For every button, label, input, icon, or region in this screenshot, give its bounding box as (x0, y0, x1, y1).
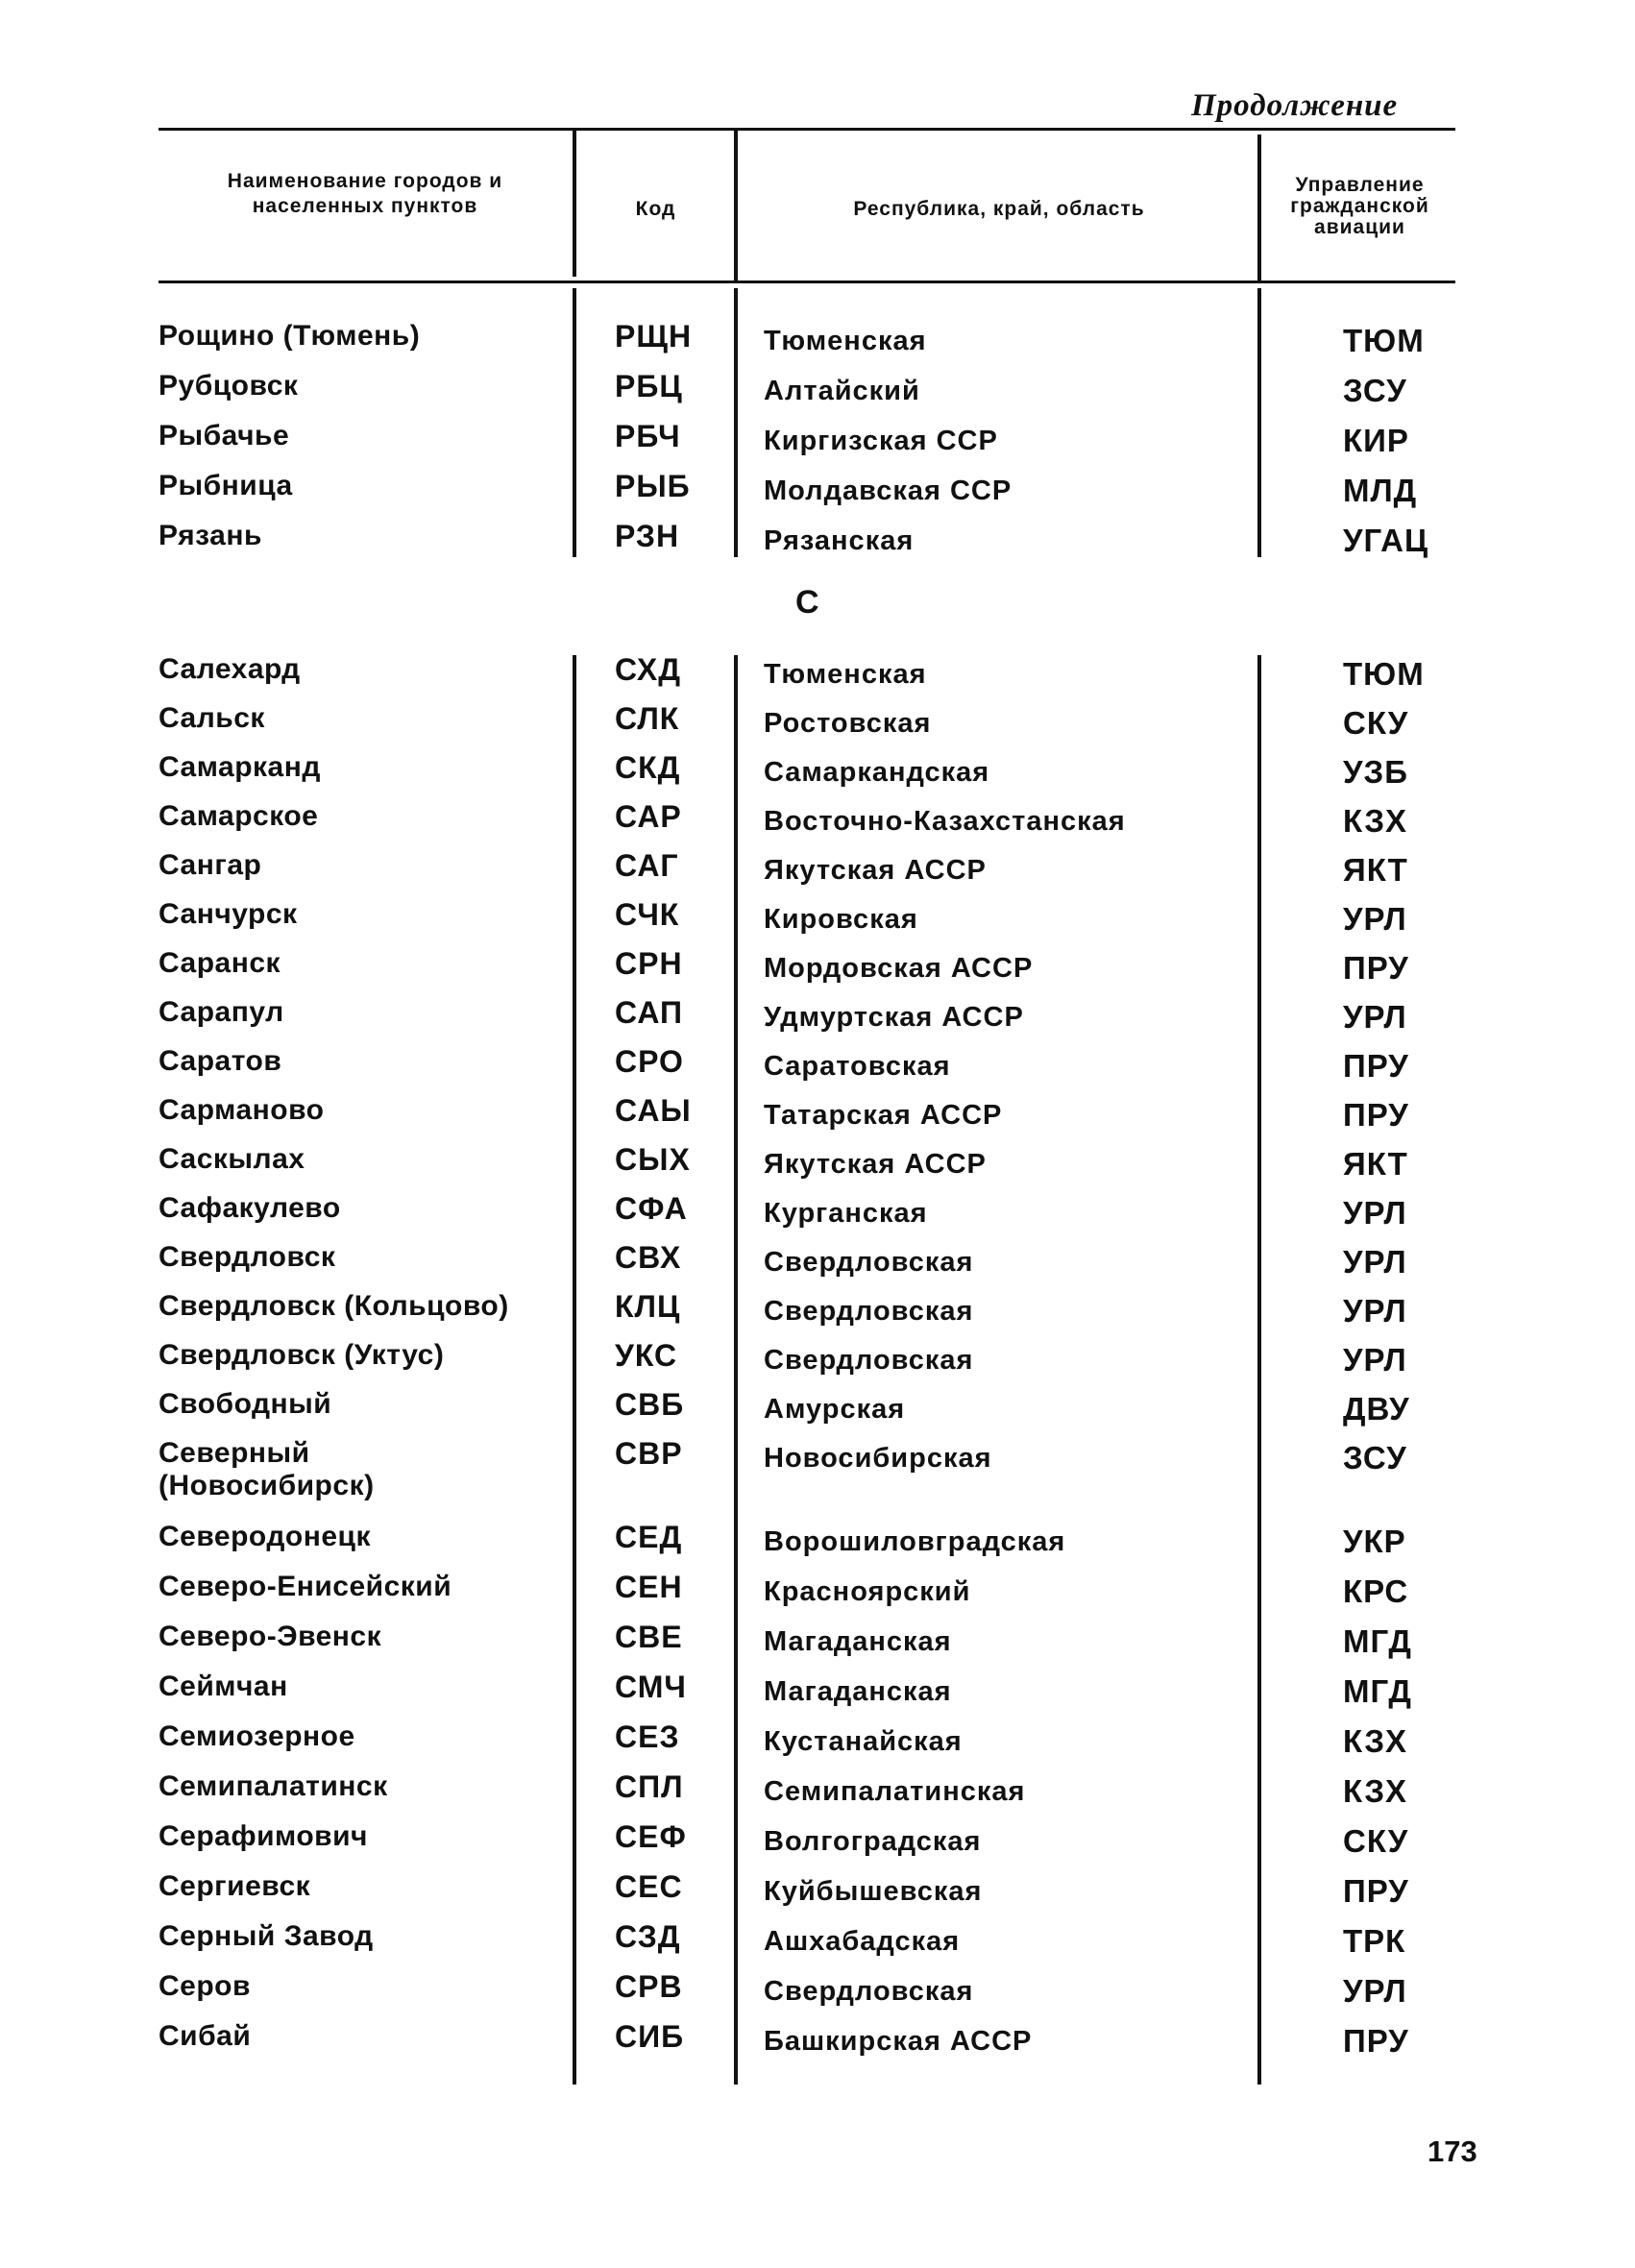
body-separator-b3 (1257, 655, 1261, 2085)
row-authority: УРЛ (1343, 1195, 1407, 1231)
row-authority: УЗБ (1343, 754, 1408, 790)
row-code: СФА (615, 1191, 688, 1226)
row-code: РЗН (615, 519, 680, 553)
header-separator-2 (734, 131, 738, 280)
body-separator-a2 (734, 288, 738, 557)
row-code: СРВ (615, 1969, 683, 2004)
row-name: Северо-Енисейский (159, 1571, 452, 1602)
row-region: Башкирская АССР (764, 2026, 1033, 2057)
row-name: Самарское (159, 800, 319, 832)
header-authority: Управление гражданской авиации (1290, 174, 1429, 238)
row-code: СЕС (615, 1869, 683, 1904)
row-name: Сафакулево (159, 1192, 341, 1224)
row-name: Саскылах (159, 1143, 305, 1175)
row-name: Саратов (159, 1045, 282, 1077)
row-code: РБЦ (615, 369, 683, 403)
row-name: Семипалатинск (159, 1770, 388, 1802)
row-code: СЕД (615, 1520, 683, 1554)
body-separator-a3 (1257, 288, 1261, 557)
row-region: Свердловская (764, 1247, 974, 1278)
row-region: Семипалатинская (764, 1776, 1026, 1807)
row-region: Кировская (764, 904, 918, 935)
row-authority: ТЮМ (1343, 656, 1425, 692)
row-code: СРН (615, 946, 683, 981)
row-name: Семиозерное (159, 1720, 355, 1752)
row-region: Амурская (764, 1394, 906, 1425)
row-region: Новосибирская (764, 1443, 992, 1474)
row-region: Куйбышевская (764, 1876, 983, 1907)
row-authority: ПРУ (1343, 950, 1409, 986)
body-separator-b2 (734, 655, 738, 2085)
row-authority: КЗХ (1343, 1723, 1408, 1759)
row-code: РБЧ (615, 419, 681, 453)
row-authority: МГД (1343, 1623, 1412, 1659)
row-code: САЫ (615, 1093, 692, 1128)
row-code: СВБ (615, 1387, 685, 1422)
row-region: Свердловская (764, 1296, 974, 1327)
row-code: СРО (615, 1044, 684, 1079)
row-region: Восточно-Казахстанская (764, 806, 1126, 837)
row-code: СМЧ (615, 1670, 687, 1704)
row-code: СИБ (615, 2019, 685, 2054)
row-region: Ворошиловградская (764, 1526, 1066, 1557)
row-code: СЕЗ (615, 1719, 680, 1754)
row-region: Курганская (764, 1198, 928, 1229)
row-code: СПЛ (615, 1769, 684, 1804)
row-authority: ТЮМ (1343, 323, 1425, 358)
header-name: Наименование городов и населенных пунктов (227, 170, 503, 217)
row-code: САР (615, 799, 682, 834)
row-authority: КРС (1343, 1573, 1409, 1609)
row-region: Ростовская (764, 708, 932, 739)
row-authority: СКУ (1343, 1823, 1409, 1859)
row-name: Свердловск (Уктус) (159, 1339, 445, 1371)
row-name: Серный Завод (159, 1920, 374, 1952)
row-name: Рубцовск (159, 370, 299, 402)
header-separator-1 (573, 131, 576, 277)
section-letter: С (795, 584, 819, 621)
row-name: Северодонецк (159, 1521, 371, 1552)
row-authority: УРЛ (1343, 1293, 1407, 1329)
row-code: СЧК (615, 897, 680, 932)
row-code: СХД (615, 652, 682, 687)
row-code: СЫХ (615, 1142, 691, 1177)
row-code: СЗД (615, 1919, 681, 1954)
row-name: Северный (Новосибирск) (159, 1437, 375, 1501)
row-code: УКС (615, 1338, 678, 1373)
row-name: Салехард (159, 653, 301, 685)
row-name: Сибай (159, 2020, 252, 2052)
row-name: Серафимович (159, 1820, 368, 1852)
row-authority: ДВУ (1343, 1391, 1410, 1427)
row-authority: УРЛ (1343, 999, 1407, 1035)
row-region: Красноярский (764, 1576, 971, 1607)
row-region: Рязанская (764, 525, 915, 556)
row-authority: ПРУ (1343, 1048, 1409, 1084)
row-name: Рыбница (159, 470, 293, 501)
row-region: Магаданская (764, 1626, 952, 1657)
row-authority: ЗСУ (1343, 1440, 1407, 1475)
row-region: Ашхабадская (764, 1926, 961, 1957)
row-authority: МЛД (1343, 473, 1418, 508)
row-authority: УГАЦ (1343, 523, 1429, 558)
row-name: Северо-Эвенск (159, 1621, 382, 1652)
row-code: СКД (615, 750, 681, 785)
row-authority: ПРУ (1343, 2023, 1409, 2059)
body-separator-b1 (573, 655, 576, 2085)
row-region: Молдавская ССР (764, 476, 1013, 506)
row-region: Тюменская (764, 326, 927, 356)
row-region: Самаркандская (764, 757, 990, 788)
row-authority: УРЛ (1343, 901, 1407, 937)
row-authority: ТРК (1343, 1923, 1406, 1959)
row-region: Мордовская АССР (764, 953, 1034, 984)
row-authority: ЯКТ (1343, 1146, 1408, 1182)
row-region: Волгоградская (764, 1826, 982, 1857)
row-region: Свердловская (764, 1976, 974, 2007)
row-name: Самарканд (159, 751, 321, 783)
row-name: Свободный (159, 1388, 332, 1420)
row-name: Саранск (159, 947, 281, 979)
header-top-rule (159, 128, 1455, 131)
row-code: СЛК (615, 701, 680, 736)
row-region: Якутская АССР (764, 1149, 987, 1180)
row-authority: МГД (1343, 1673, 1412, 1709)
row-code: СВХ (615, 1240, 682, 1275)
row-name: Свердловск (159, 1241, 336, 1273)
row-authority: ЗСУ (1343, 373, 1407, 408)
row-code: САП (615, 995, 683, 1030)
row-authority: ЯКТ (1343, 852, 1408, 888)
header-code: Код (635, 198, 676, 220)
header-region: Республика, край, область (853, 198, 1145, 220)
row-region: Татарская АССР (764, 1100, 1003, 1131)
row-region: Киргизская ССР (764, 426, 998, 456)
row-authority: СКУ (1343, 705, 1409, 741)
row-name: Сеймчан (159, 1671, 288, 1702)
row-name: Сангар (159, 849, 262, 881)
row-region: Тюменская (764, 659, 927, 690)
row-authority: УРЛ (1343, 1342, 1407, 1378)
row-name: Рыбачье (159, 420, 290, 451)
row-region: Якутская АССР (764, 855, 987, 886)
row-region: Саратовская (764, 1051, 951, 1082)
row-name: Сарманово (159, 1094, 325, 1126)
row-region: Удмуртская АССР (764, 1002, 1024, 1033)
row-name: Санчурск (159, 898, 298, 930)
row-code: РЫБ (615, 469, 691, 503)
row-region: Магаданская (764, 1676, 952, 1707)
row-code: СЕН (615, 1570, 683, 1604)
row-authority: УРЛ (1343, 1244, 1407, 1280)
row-authority: ПРУ (1343, 1097, 1409, 1133)
row-code: РЩН (615, 319, 693, 354)
row-region: Кустанайская (764, 1726, 963, 1757)
row-name: Рязань (159, 520, 262, 551)
row-name: Серов (159, 1970, 251, 2002)
row-authority: ПРУ (1343, 1873, 1409, 1909)
row-code: САГ (615, 848, 679, 883)
row-authority: УКР (1343, 1524, 1406, 1559)
row-authority: КЗХ (1343, 803, 1408, 839)
row-code: СВЕ (615, 1620, 683, 1654)
row-region: Алтайский (764, 376, 920, 406)
row-name: Рощино (Тюмень) (159, 320, 421, 352)
row-name: Сарапул (159, 996, 284, 1028)
row-code: СВР (615, 1436, 683, 1471)
row-authority: УРЛ (1343, 1973, 1407, 2009)
row-region: Свердловская (764, 1345, 974, 1376)
header-bottom-rule (159, 280, 1455, 283)
row-name: Свердловск (Кольцово) (159, 1290, 509, 1322)
row-name: Сергиевск (159, 1870, 311, 1902)
row-authority: КЗХ (1343, 1773, 1408, 1809)
row-code: СЕФ (615, 1819, 687, 1854)
row-code: КЛЦ (615, 1289, 681, 1324)
row-authority: КИР (1343, 423, 1409, 458)
header-separator-3 (1257, 134, 1261, 280)
row-name: Сальск (159, 702, 265, 734)
page-number: 173 (1428, 2134, 1477, 2168)
continuation-label: Продолжение (1191, 88, 1399, 123)
body-separator-a1 (573, 288, 576, 557)
